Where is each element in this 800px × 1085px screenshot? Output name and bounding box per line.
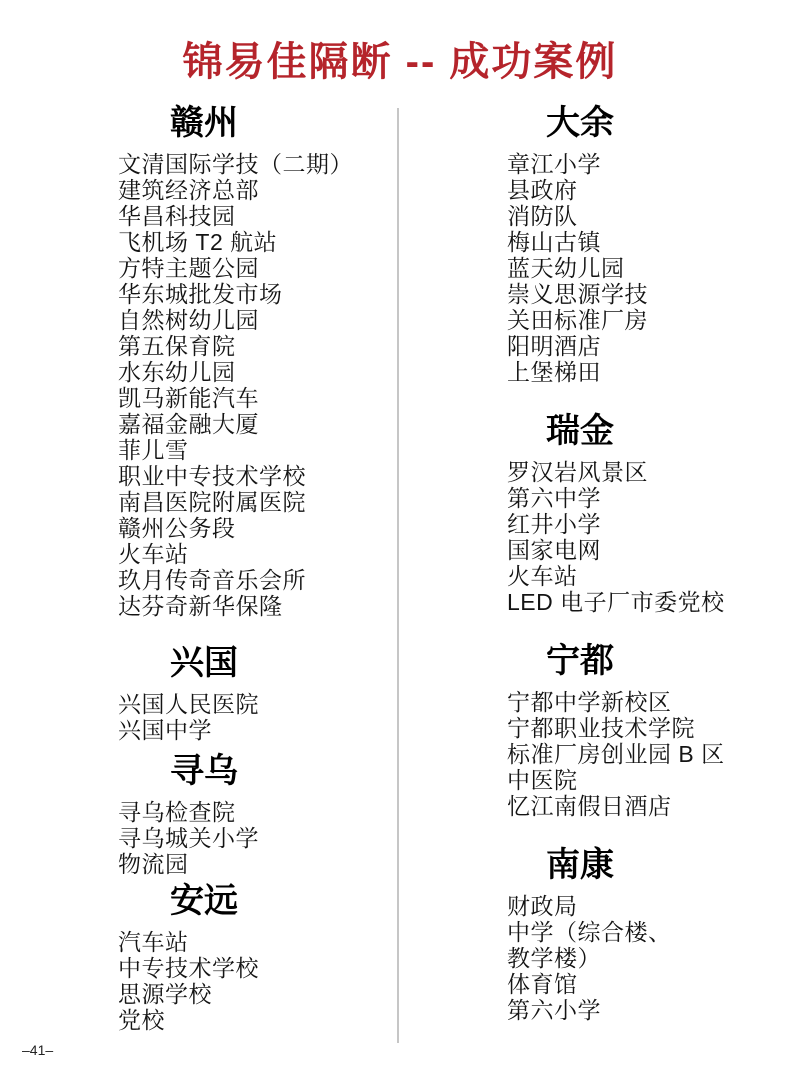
case-item: 嘉福金融大厦 bbox=[118, 411, 259, 437]
case-item: 梅山古镇 bbox=[507, 229, 601, 255]
case-item: 第六小学 bbox=[507, 997, 601, 1023]
case-item: 蓝天幼儿园 bbox=[507, 255, 625, 281]
section bbox=[118, 881, 396, 1033]
section-heading: 宁都 bbox=[546, 642, 614, 680]
case-list bbox=[507, 893, 795, 1023]
case-list bbox=[118, 691, 396, 743]
section-heading: 瑞金 bbox=[546, 412, 614, 450]
case-item: 文清国际学技（二期） bbox=[118, 151, 353, 177]
section bbox=[118, 643, 396, 743]
case-item: 赣州公务段 bbox=[118, 515, 236, 541]
case-item: 思源学校 bbox=[118, 981, 212, 1007]
case-item: 标准厂房创业园 B 区 bbox=[507, 741, 725, 767]
case-item: 财政局 bbox=[507, 893, 578, 919]
section bbox=[507, 845, 795, 1023]
case-item: LED 电子厂市委党校 bbox=[507, 589, 725, 615]
case-item: 消防队 bbox=[507, 203, 578, 229]
section-heading: 兴国 bbox=[170, 644, 238, 682]
case-item: 汽车站 bbox=[118, 929, 189, 955]
case-item: 罗汉岩风景区 bbox=[507, 459, 648, 485]
case-item: 上堡梯田 bbox=[507, 359, 601, 385]
case-item: 职业中专技术学校 bbox=[118, 463, 306, 489]
case-list bbox=[507, 459, 795, 615]
case-item: 教学楼） bbox=[507, 945, 601, 971]
left-column bbox=[118, 103, 396, 1033]
section-heading: 安远 bbox=[170, 882, 238, 920]
case-item: 达芬奇新华保隆 bbox=[118, 593, 283, 619]
case-item: 阳明酒店 bbox=[507, 333, 601, 359]
case-item: 南昌医院附属医院 bbox=[118, 489, 306, 515]
section bbox=[507, 103, 795, 385]
case-item: 凯马新能汽车 bbox=[118, 385, 259, 411]
case-item: 寻乌检查院 bbox=[118, 799, 236, 825]
case-item: 玖月传奇音乐会所 bbox=[118, 567, 306, 593]
case-item: 自然树幼儿园 bbox=[118, 307, 259, 333]
case-item: 第六中学 bbox=[507, 485, 601, 511]
case-item: 体育馆 bbox=[507, 971, 578, 997]
case-item: 章江小学 bbox=[507, 151, 601, 177]
case-item: 国家电网 bbox=[507, 537, 601, 563]
case-item: 菲儿雪 bbox=[118, 437, 189, 463]
case-item: 华昌科技园 bbox=[118, 203, 236, 229]
page-number: –41– bbox=[22, 1042, 54, 1058]
case-item: 水东幼儿园 bbox=[118, 359, 236, 385]
case-item: 宁都职业技术学院 bbox=[507, 715, 695, 741]
section bbox=[118, 751, 396, 877]
column-divider bbox=[397, 108, 399, 1043]
case-item: 寻乌城关小学 bbox=[118, 825, 259, 851]
case-item: 县政府 bbox=[507, 177, 578, 203]
case-item: 兴国中学 bbox=[118, 717, 212, 743]
case-list bbox=[118, 929, 396, 1033]
case-item: 华东城批发市场 bbox=[118, 281, 283, 307]
case-list bbox=[118, 151, 396, 619]
case-item: 中专技术学校 bbox=[118, 955, 259, 981]
case-item: 忆江南假日酒店 bbox=[507, 793, 672, 819]
case-item: 关田标准厂房 bbox=[507, 307, 648, 333]
section-heading: 南康 bbox=[546, 846, 614, 884]
case-item: 中医院 bbox=[507, 767, 578, 793]
case-item: 宁都中学新校区 bbox=[507, 689, 672, 715]
case-item: 第五保育院 bbox=[118, 333, 236, 359]
right-column bbox=[507, 103, 795, 1023]
case-item: 崇义思源学技 bbox=[507, 281, 648, 307]
section bbox=[507, 641, 795, 819]
case-list bbox=[507, 151, 795, 385]
case-item: 建筑经济总部 bbox=[118, 177, 259, 203]
section-heading: 寻乌 bbox=[170, 752, 238, 790]
case-item: 中学（综合楼、 bbox=[507, 919, 672, 945]
case-item: 党校 bbox=[118, 1007, 165, 1033]
case-item: 火车站 bbox=[507, 563, 578, 589]
section-heading: 赣州 bbox=[170, 104, 238, 142]
case-item: 火车站 bbox=[118, 541, 189, 567]
case-item: 物流园 bbox=[118, 851, 189, 877]
case-list bbox=[507, 689, 795, 819]
section bbox=[507, 411, 795, 615]
case-list bbox=[118, 799, 396, 877]
case-item: 红井小学 bbox=[507, 511, 601, 537]
case-item: 方特主题公园 bbox=[118, 255, 259, 281]
case-item: 兴国人民医院 bbox=[118, 691, 259, 717]
case-item: 飞机场 T2 航站 bbox=[118, 229, 278, 255]
page-title: 锦易佳隔断 -- 成功案例 bbox=[182, 40, 618, 84]
section-heading: 大余 bbox=[546, 104, 614, 142]
section bbox=[118, 103, 396, 619]
